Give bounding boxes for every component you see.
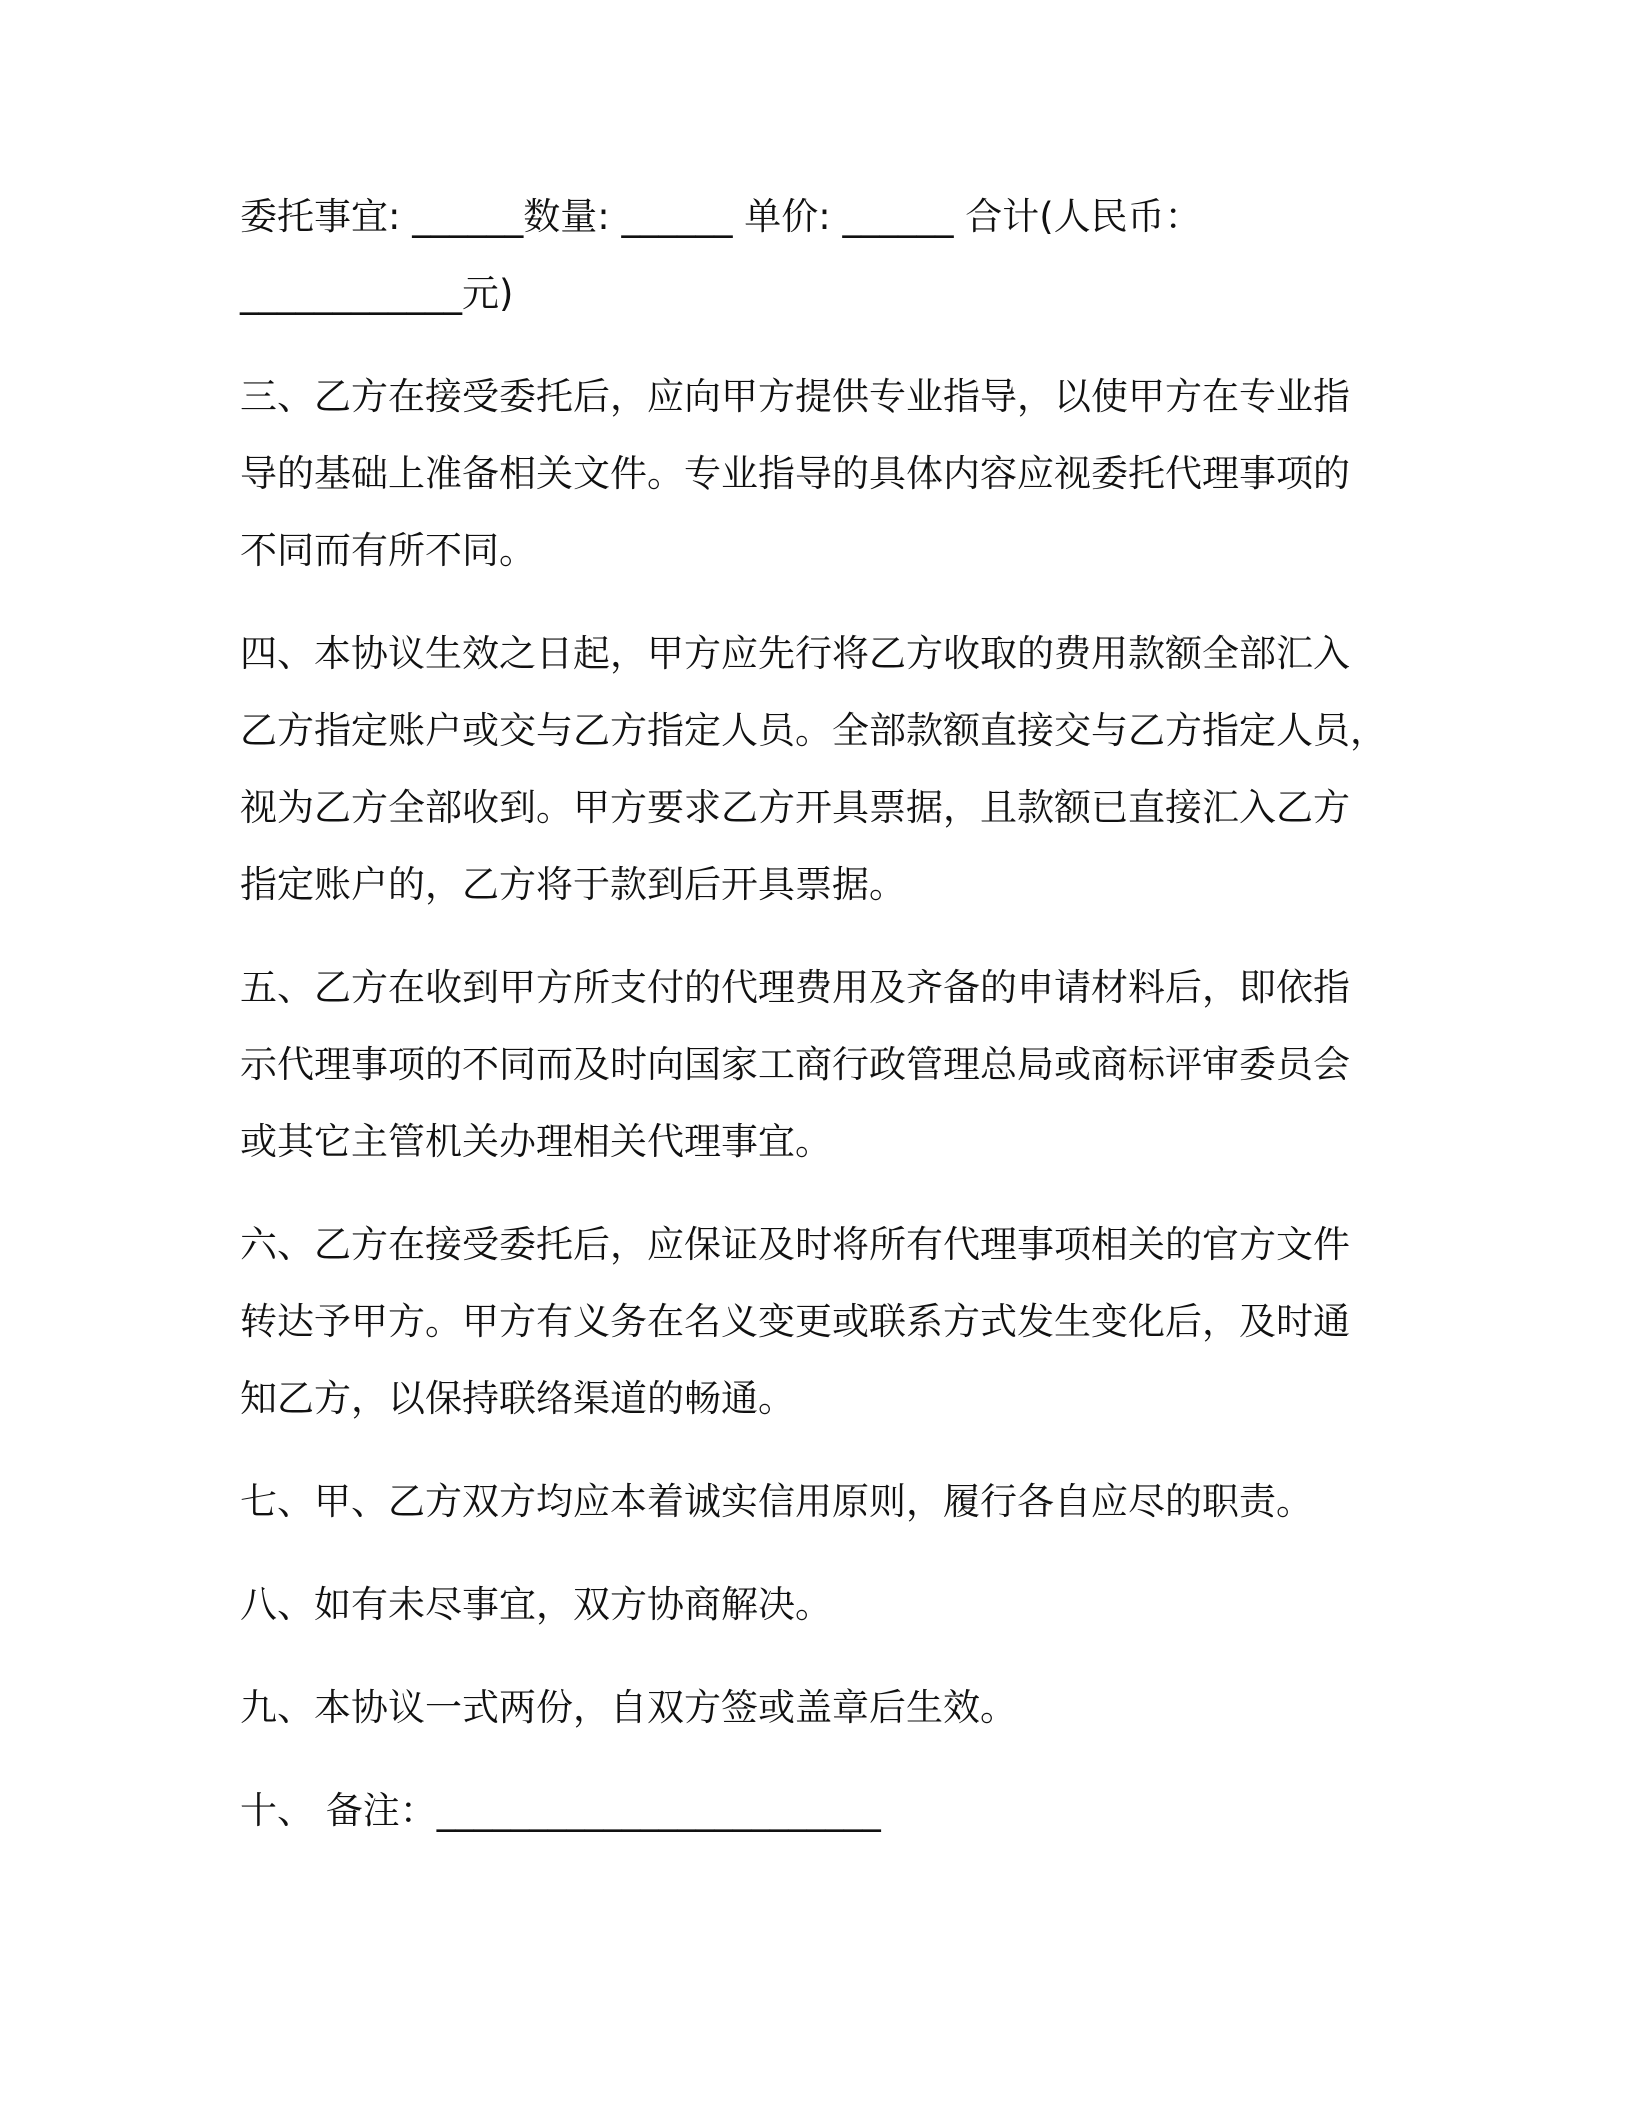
clause-10-paragraph xyxy=(240,1772,1400,1849)
clause-6-paragraph xyxy=(240,1206,1400,1437)
clause-9-paragraph xyxy=(240,1669,1400,1746)
paragraph-line: 示代理事项的不同而及时向国家工商行政管理总局或商标评审委员会 xyxy=(240,1043,1350,1086)
paragraph-line: 视为乙方全部收到。甲方要求乙方开具票据，且款额已直接汇入乙方 xyxy=(240,786,1350,829)
paragraph-line: 四、本协议生效之日起，甲方应先行将乙方收取的费用款额全部汇入 xyxy=(240,632,1350,675)
clause-4-paragraph xyxy=(240,615,1400,923)
clause-3-paragraph xyxy=(240,358,1400,589)
paragraph-line: 七、甲、乙方双方均应本着诚实信用原则，履行各自应尽的职责。 xyxy=(240,1480,1313,1523)
paragraph-line: 乙方指定账户或交与乙方指定人员。全部款额直接交与乙方指定人员， xyxy=(240,709,1387,752)
paragraph-line: 五、乙方在收到甲方所支付的代理费用及齐备的申请材料后，即依指 xyxy=(240,966,1350,1009)
paragraph-line: 转达予甲方。甲方有义务在名义变更或联系方式发生变化后，及时通 xyxy=(240,1300,1350,1343)
paragraph-line: 或其它主管机关办理相关代理事宜。 xyxy=(240,1120,832,1163)
clause-7-paragraph xyxy=(240,1463,1400,1540)
paragraph-line: 三、乙方在接受委托后，应向甲方提供专业指导，以使甲方在专业指 xyxy=(240,375,1350,418)
clause-5-paragraph xyxy=(240,949,1400,1180)
paragraph-line: 导的基础上准备相关文件。专业指导的具体内容应视委托代理事项的 xyxy=(240,452,1350,495)
entrust-details-paragraph xyxy=(240,178,1400,332)
paragraph-line: 九、本协议一式两份，自双方签或盖章后生效。 xyxy=(240,1686,1017,1729)
clause-8-paragraph xyxy=(240,1566,1400,1643)
document-body xyxy=(240,178,1400,1875)
paragraph-line: 指定账户的，乙方将于款到后开具票据。 xyxy=(240,863,906,906)
paragraph-line: 八、如有未尽事宜，双方协商解决。 xyxy=(240,1583,832,1626)
paragraph-line: 知乙方，以保持联络渠道的畅通。 xyxy=(240,1377,795,1420)
paragraph-line: 六、乙方在接受委托后，应保证及时将所有代理事项相关的官方文件 xyxy=(240,1223,1350,1266)
paragraph-line: 不同而有所不同。 xyxy=(240,529,536,572)
paragraph-line: ____________元) xyxy=(240,272,514,315)
remarks-line: 十、 备注：________________________ xyxy=(240,1789,881,1832)
paragraph-line: 委托事宜: ______数量: ______ 单价: ______ 合计(人民币： xyxy=(240,195,1202,238)
